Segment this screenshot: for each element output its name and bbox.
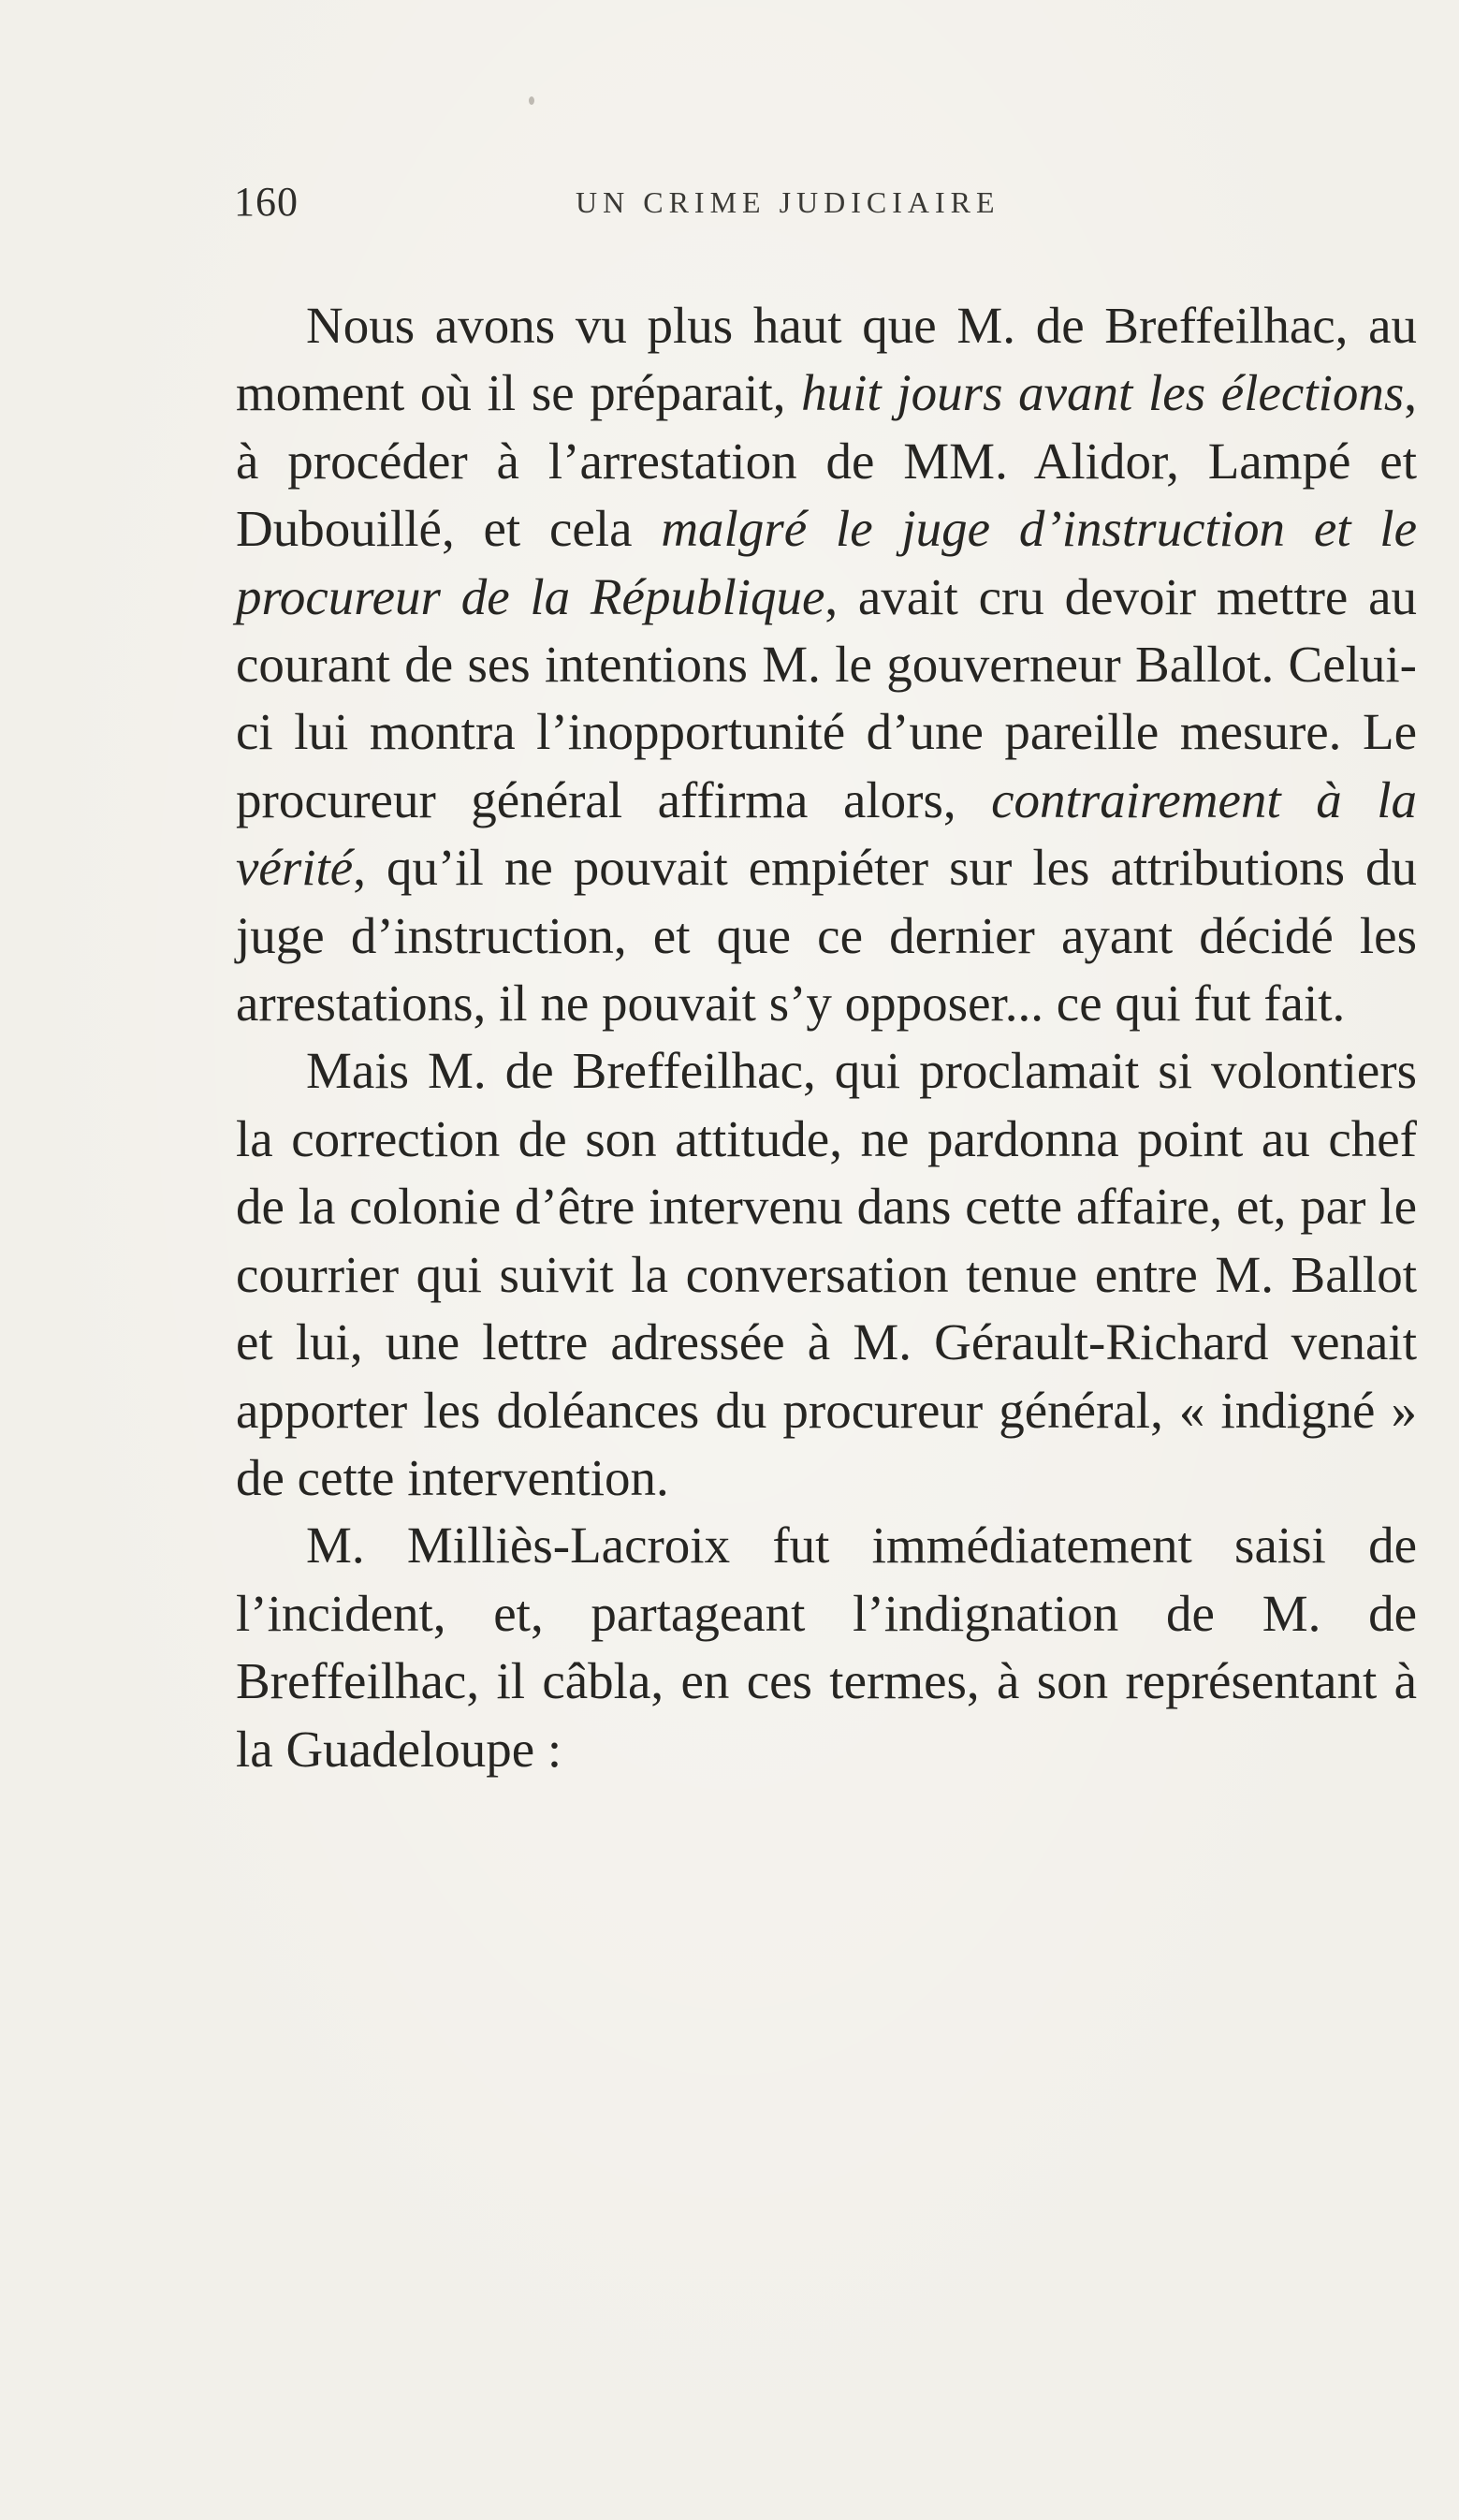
italic-text-run: contrairement à la vérité	[236, 770, 1417, 897]
italic-text-run: malgré le juge d’instruction et le procureur de la République	[236, 500, 1418, 625]
paragraph	[236, 1037, 1417, 1512]
body-text	[236, 292, 1417, 1783]
page-header	[234, 178, 1423, 234]
running-head: UN CRIME JUDICIAIRE	[576, 185, 1000, 219]
text-run: Nous avons vu plus haut que M. de Breffeilhac, au moment où il se préparait,	[236, 297, 1417, 422]
page-number: 160	[234, 179, 299, 225]
text-run: , à procéder à l’arrestation de MM. Alidor, Lampé et Dubouillé, et cela	[236, 364, 1417, 558]
text-run: M. Milliès-Lacroix fut immédiatement saisi de l’incident, et, partageant l’indignation de M. de Breffeilhac, il câbla, en ces termes, à son représentant à la Guadeloupe :	[236, 1516, 1417, 1778]
paragraph	[236, 1512, 1417, 1783]
paragraph	[236, 292, 1417, 1037]
italic-text-run: huit jours avant les élections	[801, 364, 1405, 422]
paper-speck	[529, 96, 534, 105]
text-run: Mais M. de Breffeilhac, qui proclamait si volontiers la correction de son attitude, ne pardonna point au chef de la colonie d’être intervenu dans cette affaire, et, par le courrier qui suivit la conversation tenue entre M. Ballot et lui, une lettre adressée à M. Gérault-Richard venait apporter les doléances du procureur général, « indigné » de cette intervention.	[236, 1042, 1417, 1506]
text-run: , avait cru devoir mettre au courant de ses intentions M. le gouverneur Ballot. Celui-ci lui montra l’inopportunité d’une pareille mesure. Le procureur général affirma alors,	[236, 567, 1417, 828]
text-run: , qu’il ne pouvait empiéter sur les attributions du juge d’instruction, et que ce dernier ayant décidé les arrestations, il ne pouvait s’y opposer... ce qui fut fait.	[236, 839, 1417, 1033]
